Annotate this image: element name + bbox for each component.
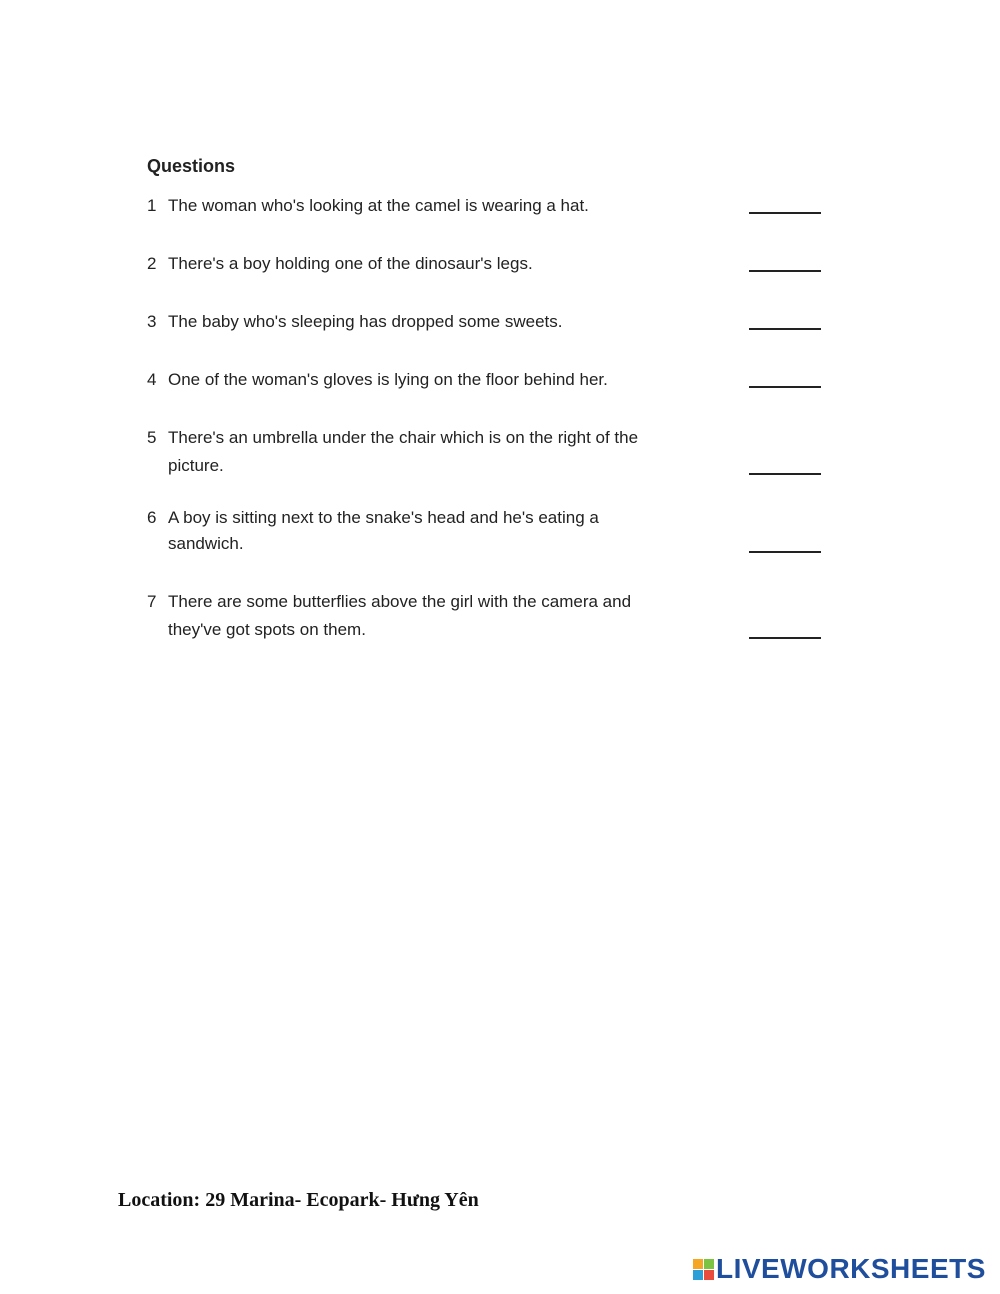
location-text: Location: 29 Marina- Ecopark- Hưng Yên <box>118 1189 479 1211</box>
logo-square <box>693 1270 703 1280</box>
question-item <box>147 588 837 646</box>
question-item <box>147 424 837 482</box>
question-text: There's an umbrella under the chair which is on the right of the picture. <box>168 428 639 475</box>
liveworksheets-logo[interactable] <box>693 1252 986 1286</box>
question-number: 7 <box>147 592 157 611</box>
question-item <box>147 505 837 561</box>
question-number: 3 <box>147 312 157 331</box>
question-number: 4 <box>147 370 157 389</box>
question-item <box>147 308 837 336</box>
question-item <box>147 366 837 394</box>
answer-blank[interactable] <box>749 473 821 475</box>
logo-square <box>693 1259 703 1269</box>
answer-blank[interactable] <box>749 551 821 553</box>
question-text: A boy is sitting next to the snake's head and he's eating a sandwich. <box>168 508 599 553</box>
answer-blank[interactable] <box>749 637 821 639</box>
question-number: 1 <box>147 196 157 215</box>
question-item <box>147 250 837 278</box>
answer-blank[interactable] <box>749 212 821 214</box>
logo-squares-icon <box>693 1259 714 1280</box>
logo-square <box>704 1259 714 1269</box>
brand-name: LIVEWORKSHEETS <box>716 1253 986 1284</box>
logo-square <box>704 1270 714 1280</box>
question-text: There are some butterflies above the girl with the camera and they've got spots on them. <box>168 592 632 639</box>
question-text: The woman who's looking at the camel is wearing a hat. <box>168 196 589 215</box>
answer-blank[interactable] <box>749 386 821 388</box>
question-text: There's a boy holding one of the dinosaur's legs. <box>168 254 533 273</box>
answer-blank[interactable] <box>749 328 821 330</box>
answer-blank[interactable] <box>749 270 821 272</box>
question-item <box>147 192 837 220</box>
question-number: 2 <box>147 254 157 273</box>
question-number: 5 <box>147 428 157 447</box>
question-number: 6 <box>147 508 157 527</box>
questions-heading: Questions <box>147 156 236 176</box>
question-text: One of the woman's gloves is lying on the floor behind her. <box>168 370 608 389</box>
question-text: The baby who's sleeping has dropped some sweets. <box>168 312 563 331</box>
